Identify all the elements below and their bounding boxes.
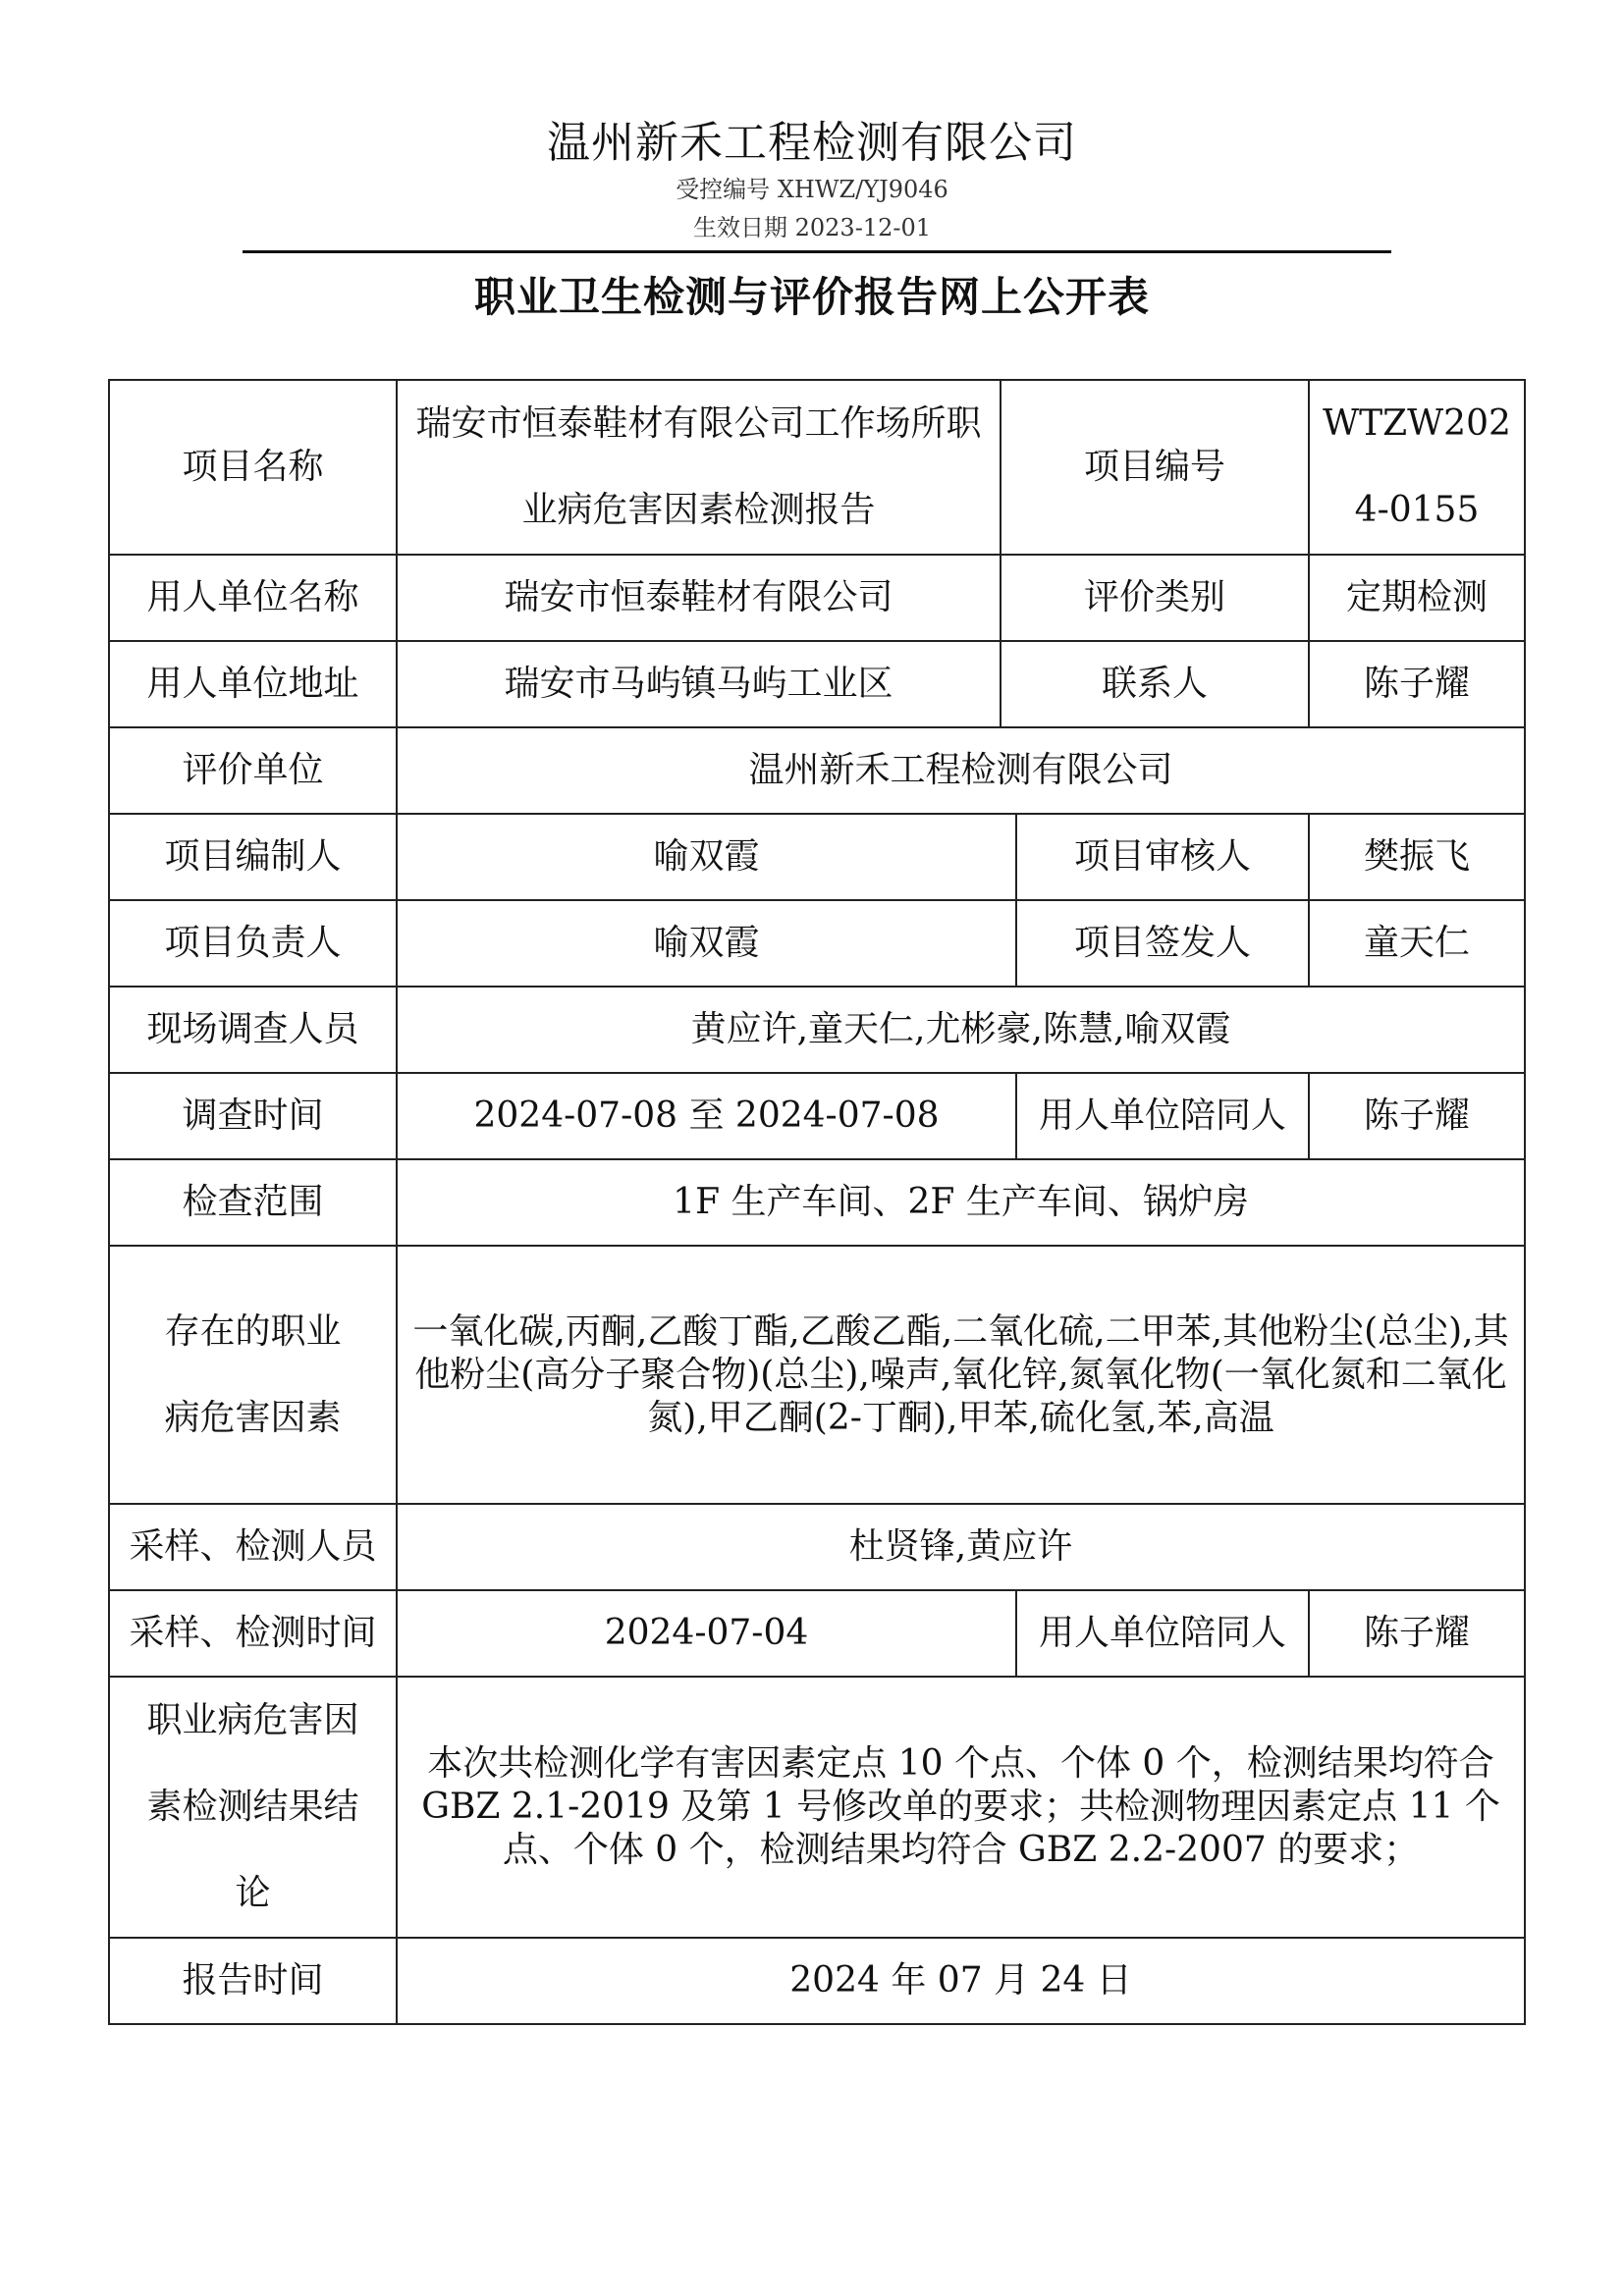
investigators-value: 黄应许,童天仁,尤彬豪,陈慧,喻双霞 [397, 987, 1525, 1073]
leader-label: 项目负责人 [109, 900, 397, 987]
table-row [109, 555, 1525, 641]
report-time-label: 报告时间 [109, 1938, 397, 2024]
contact-value: 陈子耀 [1309, 641, 1525, 727]
issuer-label: 项目签发人 [1016, 900, 1309, 987]
survey-companion-label: 用人单位陪同人 [1016, 1073, 1309, 1159]
samplers-value: 杜贤锋,黄应许 [397, 1504, 1525, 1590]
sampling-time-label: 采样、检测时间 [109, 1590, 397, 1677]
table-row [109, 1938, 1525, 2024]
investigators-label: 现场调查人员 [109, 987, 397, 1073]
table-row [109, 727, 1525, 814]
table-row [109, 1246, 1525, 1504]
eval-type-label: 评价类别 [1001, 555, 1309, 641]
contact-label: 联系人 [1001, 641, 1309, 727]
sampling-companion-label: 用人单位陪同人 [1016, 1590, 1309, 1677]
project-name-value: 瑞安市恒泰鞋材有限公司工作场所职业病危害因素检测报告 [397, 380, 1001, 555]
eval-type-value: 定期检测 [1309, 555, 1525, 641]
document-title: 职业卫生检测与评价报告网上公开表 [473, 273, 1150, 321]
hazards-value: 一氧化碳,丙酮,乙酸丁酯,乙酸乙酯,二氧化硫,二甲苯,其他粉尘(总尘),其他粉尘(高分子聚合物)(总尘),噪声,氧化锌,氮氧化物(一氧化氮和二氧化氮),甲乙酮(2-丁酮),甲苯,硫化氢,苯,高温 [397, 1246, 1525, 1504]
survey-companion-value: 陈子耀 [1309, 1073, 1525, 1159]
table-row [109, 1504, 1525, 1590]
table-row [109, 814, 1525, 900]
project-name-label: 项目名称 [109, 380, 397, 555]
table-row [109, 987, 1525, 1073]
table-row [109, 1590, 1525, 1677]
table-row [109, 1073, 1525, 1159]
issuer-value: 童天仁 [1309, 900, 1525, 987]
sampling-time-value: 2024-07-04 [397, 1590, 1016, 1677]
company-title: 温州新禾工程检测有限公司 [547, 118, 1077, 168]
employer-address-value: 瑞安市马屿镇马屿工业区 [397, 641, 1001, 727]
header-divider [243, 250, 1391, 253]
scope-label: 检查范围 [109, 1159, 397, 1246]
effective-date: 生效日期 2023-12-01 [692, 214, 931, 241]
report-time-value: 2024 年 07 月 24 日 [397, 1938, 1525, 2024]
conclusion-value: 本次共检测化学有害因素定点 10 个点、个体 0 个，检测结果均符合 GBZ 2.1-2019 及第 1 号修改单的要求；共检测物理因素定点 11 个点、个体 0 个，检测结果均符合 GBZ 2.2-2007 的要求； [397, 1677, 1525, 1938]
table-row [109, 900, 1525, 987]
table-row [109, 1159, 1525, 1246]
compiler-label: 项目编制人 [109, 814, 397, 900]
table-row [109, 1677, 1525, 1938]
employer-name-label: 用人单位名称 [109, 555, 397, 641]
leader-value: 喻双霞 [397, 900, 1016, 987]
survey-time-label: 调查时间 [109, 1073, 397, 1159]
project-no-label: 项目编号 [1001, 380, 1309, 555]
eval-unit-value: 温州新禾工程检测有限公司 [397, 727, 1525, 814]
scope-value: 1F 生产车间、2F 生产车间、锅炉房 [397, 1159, 1525, 1246]
table-row [109, 380, 1525, 555]
disclosure-table [108, 379, 1526, 2025]
reviewer-label: 项目审核人 [1016, 814, 1309, 900]
compiler-value: 喻双霞 [397, 814, 1016, 900]
employer-address-label: 用人单位地址 [109, 641, 397, 727]
samplers-label: 采样、检测人员 [109, 1504, 397, 1590]
table-row [109, 641, 1525, 727]
conclusion-label: 职业病危害因素检测结果结论 [109, 1677, 397, 1938]
hazards-label: 存在的职业病危害因素 [109, 1246, 397, 1504]
reviewer-value: 樊振飞 [1309, 814, 1525, 900]
eval-unit-label: 评价单位 [109, 727, 397, 814]
employer-name-value: 瑞安市恒泰鞋材有限公司 [397, 555, 1001, 641]
control-number: 受控编号 XHWZ/YJ9046 [676, 176, 948, 203]
survey-time-value: 2024-07-08 至 2024-07-08 [397, 1073, 1016, 1159]
project-no-value: WTZW2024-0155 [1309, 380, 1525, 555]
sampling-companion-value: 陈子耀 [1309, 1590, 1525, 1677]
